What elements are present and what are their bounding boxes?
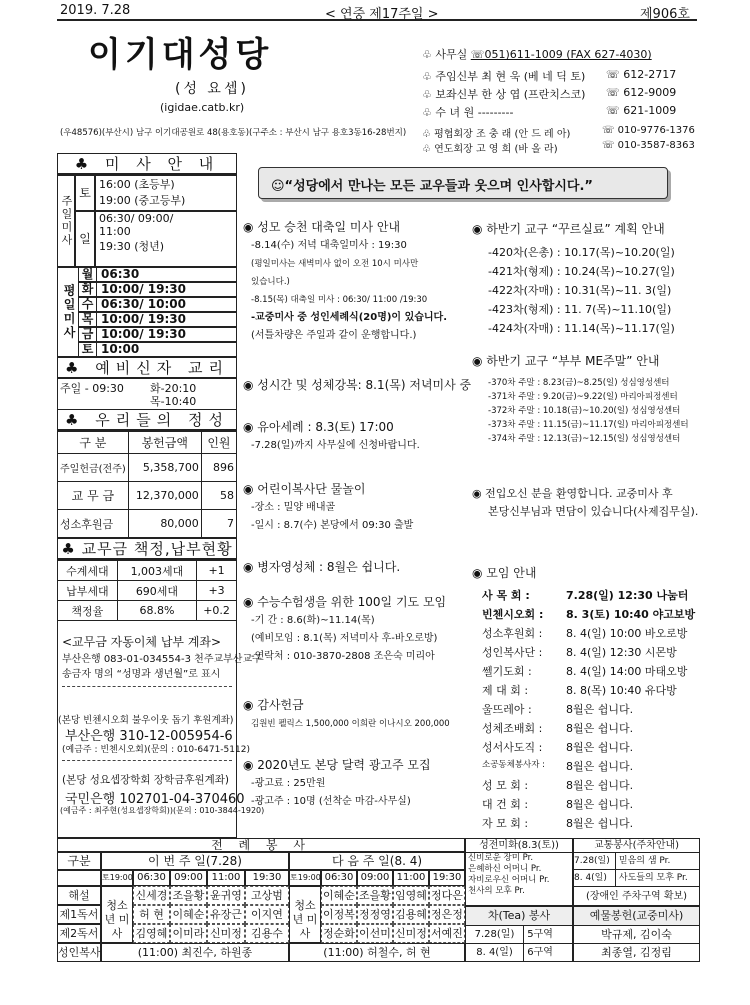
vincent-title: (본당 빈첸시오회 불우이웃 돕기 후원계좌) — [58, 715, 234, 726]
weekday-day: 화 — [79, 283, 97, 296]
meeting-name: 쎌기도회 : — [482, 665, 532, 678]
me-item: -373차 주말 : 11.15(금)~11.17(일) 마리아피정센터 — [488, 420, 689, 430]
announcement — [243, 417, 468, 455]
announcement-line: (평일미사는 새벽미사 없이 오전 10시 미사만 — [251, 259, 419, 269]
tea-title: 차(Tea) 봉사 — [466, 907, 572, 926]
tea-box — [465, 906, 573, 962]
service-title: 전 례 봉 사 — [57, 838, 465, 852]
service-cell: 정정영 — [357, 905, 393, 924]
scholarship-account: 국민은행 102701-04-370460 — [65, 792, 245, 807]
patron: (성 요셉) — [175, 81, 249, 97]
service-cell: 정다은 — [429, 886, 465, 905]
announcement-title: ◉ 병자영성체 : 8월은 쉽니다. — [243, 560, 401, 574]
meeting-name: 성인복사단 : — [482, 646, 543, 659]
tea-date: 7.28(일) — [466, 926, 524, 943]
service-row-label: 해설 — [57, 886, 101, 905]
announcement-title: ◉ 감사헌금 — [243, 698, 304, 712]
offering-table — [57, 431, 237, 538]
vincent-note: (예금주 : 빈첸시오회)(문의 : 010-6471-5112) — [62, 745, 250, 755]
dues-delta: +0.2 — [197, 601, 237, 621]
meeting-schedule: 8월은 쉽니다. — [566, 741, 634, 754]
announcement-line: -광고주 : 10명 (선착순 마감-사무실) — [251, 796, 411, 807]
announcement-title: ◉ 2020년도 본당 달력 광고주 모집 — [243, 758, 431, 772]
service-time: 06:30 — [321, 870, 357, 886]
meeting-schedule: 8. 4(일) 12:30 시몬방 — [566, 646, 677, 659]
announcement-title: ◉ 성시간 및 성체강복: 8.1(목) 저녁미사 중 — [243, 378, 472, 392]
offering-header-amount: 봉헌금액 — [128, 432, 201, 454]
offering-service-title: 예물봉헌(교중미사) — [574, 907, 699, 926]
meeting-name: 울뜨레아 : — [482, 703, 532, 716]
offering-header-count: 인원 — [201, 432, 236, 454]
announcement-title: ◉ 성모 승천 대축일 미사 안내 — [243, 220, 401, 234]
announcement — [243, 217, 468, 345]
announcement-line: -광고료 : 25만원 — [251, 778, 326, 789]
service-cell: 조을황 — [357, 886, 393, 905]
contact-assistant-phone: ☏ 612-9009 — [606, 86, 677, 99]
announcement-title: ◉ 수능수험생을 위한 100일 기도 모임 — [243, 595, 447, 609]
youth-mass-label-this: 청소년 미사 — [101, 886, 133, 943]
service-cell: 신미정 — [207, 924, 245, 943]
contact-funeral-phone: ☏ 010-3587-8363 — [602, 140, 695, 151]
service-cell: 김용혜 — [393, 905, 429, 924]
announcement — [243, 479, 468, 535]
autopay-note: 송금자 명의 “성명과 생년월”로 표시 — [62, 669, 221, 680]
offering-header-type: 구 분 — [58, 432, 129, 454]
welcome-line-1: ◉ 전입오신 분을 환영합니다. 교중미사 후 — [472, 487, 673, 500]
announcement-line: (서틀차량은 주일과 같이 운행합니다.) — [251, 330, 417, 341]
adult-server-next: (11:00) 허철수, 허 현 — [289, 943, 465, 962]
welcome-line-2: 본당신부님과 면담이 있습니다(사제집무실). — [488, 505, 699, 518]
catechumen-title: ♣ 예비신자 교리 — [57, 357, 237, 379]
announcement-line: -8.15(목) 대축일 미사 : 06:30/ 11:00 /19:30 — [251, 295, 428, 305]
divider — [62, 760, 232, 761]
cursillo-item: -421차(형제) : 10.24(목)~10.27(일) — [488, 265, 675, 278]
autopay-account: 부산은행 083-01-034554-3 천주교부산교구 — [62, 654, 262, 665]
adult-server-this: (11:00) 최진수, 하원종 — [101, 943, 289, 962]
service-cell: 이선미 — [357, 924, 393, 943]
scholarship-title: (본당 성요셉장학회 장학금후원계좌) — [62, 774, 230, 786]
contact-pastor-phone: ☏ 612-2717 — [606, 68, 677, 81]
offering-row-count: 896 — [201, 454, 236, 482]
offering-row-amount: 5,358,700 — [128, 454, 201, 482]
traffic-group: 믿음의 샘 Pr. — [618, 856, 671, 866]
contact-council-phone: ☏ 010-9776-1376 — [602, 125, 695, 136]
announcement-title: ◉ 유아세례 : 8.3(토) 17:00 — [243, 420, 394, 434]
service-time: 06:30 — [133, 870, 170, 886]
offering-row-label: 성소후원금 — [58, 510, 129, 538]
service-time: 토19:00 — [289, 870, 321, 886]
announcement-line: -장소 : 밀양 배내골 — [251, 502, 336, 513]
announcement — [243, 695, 468, 733]
announcement-line: 있습니다.) — [251, 277, 290, 287]
dues-title: ♣ 교무금 책정,납부현황 — [57, 538, 237, 560]
sat-label: 토 — [75, 175, 95, 211]
weekday-day: 토 — [79, 343, 97, 356]
service-cell: 이미라 — [170, 924, 207, 943]
meeting-schedule: 8월은 쉽니다. — [566, 722, 634, 735]
weekday-row — [79, 297, 237, 312]
dues-value: 68.8% — [117, 601, 196, 621]
dues-label: 책정율 — [58, 601, 118, 621]
cleaning-item: 은혜하신 어머니 Pr. — [468, 864, 542, 874]
dues-delta: +3 — [197, 581, 237, 601]
announcement — [243, 375, 472, 395]
offering-service-box — [573, 906, 700, 962]
sun-times — [95, 211, 237, 267]
service-cell: 서예진 — [429, 924, 465, 943]
offering-service-row: 최종열, 김정림 — [601, 946, 672, 959]
traffic-note: (장애인 주차구역 확보) — [585, 891, 688, 902]
tea-zone: 5구역 — [527, 929, 553, 940]
weekday-day: 월 — [79, 268, 97, 281]
offering-title: ♣ 우리들의 정성 — [57, 409, 237, 431]
catechumen-tue: 화-20:10 — [150, 382, 197, 395]
address: (우48576)(부산시) 남구 이기대공원로 48(용호동)(구주소 : 부산시 남구 용호3동16-28번지) — [60, 128, 407, 138]
service-cell: 김영혜 — [133, 924, 170, 943]
meeting-schedule: 8. 3(토) 10:40 야고보방 — [566, 608, 696, 621]
service-cell: 이지연 — [245, 905, 289, 924]
meeting-schedule: 8. 4(일) 10:00 바오로방 — [566, 627, 688, 640]
service-block — [57, 838, 700, 962]
meeting-name: 성서사도직 : — [482, 741, 543, 754]
service-cell: 조을황 — [170, 886, 207, 905]
mass-title: ♣ 미 사 안 내 — [57, 153, 237, 175]
meeting-schedule: 8. 4(일) 14:00 마태오방 — [566, 665, 688, 678]
traffic-row — [574, 853, 699, 870]
meeting-name: 성체조배회 : — [482, 722, 543, 735]
website: (igidae.catb.kr) — [160, 101, 245, 114]
contact-council: ♧ 평협회장 조 충 래 (안 드 레 아) — [422, 129, 571, 140]
scholarship-note: (예금주 : 최주현(성요셉장학회))(문의 : 010-3844-1920) — [60, 806, 265, 815]
sat-times — [95, 175, 237, 211]
meeting-schedule: 8월은 쉽니다. — [566, 779, 634, 792]
service-row-label: 제1독서 — [57, 905, 101, 924]
meetings-title: ◉ 모임 안내 — [472, 566, 537, 580]
weekday-time: 06:30 — [101, 267, 140, 281]
service-cell: 이혜순 — [170, 905, 207, 924]
contact-pastor: ♧ 주임신부 최 현 욱 (베 네 딕 토) — [422, 70, 586, 83]
weekday-row — [79, 282, 237, 297]
service-time: 19:30 — [429, 870, 465, 886]
announcement-line: -8.14(수) 저녁 대축일미사 : 19:30 — [251, 240, 407, 251]
catechumen-thu: 목-10:40 — [150, 395, 197, 408]
cursillo-item: -420차(은총) : 10.17(목)~10.20(일) — [488, 246, 675, 259]
service-cell: 김용수 — [245, 924, 289, 943]
dues-label: 납부세대 — [58, 581, 118, 601]
sat-time-2: 19:00 (중고등부) — [99, 194, 186, 207]
greeting-banner — [258, 167, 668, 199]
meeting-name: 사 목 회 : — [482, 589, 530, 602]
service-cell: 이혜순 — [321, 886, 357, 905]
service-cell: 정순화 — [321, 924, 357, 943]
announcement-line: -연락처 : 010-3870-2808 조은숙 미리아 — [251, 651, 435, 662]
tea-row — [466, 926, 572, 944]
weekday-time: 06:30/ 10:00 — [101, 297, 186, 311]
service-time: 19:30 — [245, 870, 289, 886]
traffic-row — [574, 870, 699, 887]
dues-delta: +1 — [197, 561, 237, 581]
meeting-schedule: 8. 8(목) 10:40 유다방 — [566, 684, 677, 697]
parish-title: 이기대성당 — [88, 35, 273, 75]
cursillo-list — [488, 243, 675, 338]
weekday-time: 10:00/ 19:30 — [101, 282, 186, 296]
traffic-date: 7.28(일) — [574, 853, 616, 869]
sunday-mass-label: 주일미사 — [57, 175, 75, 267]
announcement-title: ◉ 어린이복사단 물놀이 — [243, 482, 366, 496]
cleaning-item: 신비로운 장미 Pr. — [468, 853, 534, 863]
weekday-time: 10:00 — [101, 342, 140, 356]
offering-row-amount: 80,000 — [128, 510, 201, 538]
traffic-title: 교통봉사(주차안내) — [574, 839, 699, 853]
issue-date: 2019. 7.28 — [60, 3, 131, 18]
meeting-name: 자 모 회 : — [482, 817, 529, 830]
weekday-time: 10:00/ 19:30 — [101, 327, 186, 341]
youth-mass-label-next: 청소년 미사 — [289, 886, 321, 943]
me-item: -372차 주말 : 10.18(금)~10.20(일) 성심영성센터 — [488, 406, 681, 416]
meeting-schedule: 8월은 쉽니다. — [566, 798, 634, 811]
service-cell: 고상범 — [245, 886, 289, 905]
me-item: -374차 주말 : 12.13(금)~12.15(일) 성심영성센터 — [488, 434, 681, 444]
contact-office: ♧ 사무실 ☏051)611-1009 (FAX 627-4030) — [422, 48, 652, 61]
announcement — [243, 557, 468, 577]
autopay-title: <교무금 자동이체 납부 계좌> — [62, 635, 222, 649]
announcement-line: -교중미사 중 성인세례식(20명)이 있습니다. — [251, 312, 448, 323]
service-this-week: 이 번 주 일(7.28) — [101, 852, 289, 870]
dues-value: 1,003세대 — [117, 561, 196, 581]
announcement-line: -일시 : 8.7(수) 본당에서 09:30 출발 — [251, 520, 414, 531]
announcement-line: -기 간 : 8.6(화)~11.14(목) — [251, 615, 375, 626]
vincent-account: 부산은행 310-12-005954-6 — [65, 729, 233, 744]
offering-row-count: 58 — [201, 482, 236, 510]
service-cell: 이정복 — [321, 905, 357, 924]
service-cell: 허 현 — [133, 905, 170, 924]
cursillo-title: ◉ 하반기 교구 “꾸르실료” 계획 안내 — [472, 222, 665, 236]
header-rule — [57, 19, 697, 21]
contact-funeral: ♧ 연도회장 고 영 희 (바 올 라) — [422, 144, 558, 155]
liturgical-week: < 연중 제17주일 > — [325, 7, 439, 22]
service-cell: 유장근 — [207, 905, 245, 924]
weekday-time: 10:00/ 19:30 — [101, 312, 186, 326]
me-item: -371차 주말 : 9.20(금)~9.22(일) 마리아피정센터 — [488, 392, 678, 402]
dues-label: 수계세대 — [58, 561, 118, 581]
me-item: -370차 주말 : 8.23(금)~8.25(일) 성심영성센터 — [488, 378, 670, 388]
service-cell: 임영혜 — [393, 886, 429, 905]
meeting-name: 소공동체봉사자 : — [482, 760, 546, 770]
contact-convent-phone: ☏ 621-1009 — [606, 104, 677, 117]
service-time: 11:00 — [207, 870, 245, 886]
announcement-line: 김원빈 펠릭스 1,500,000 이희란 이나시오 200,000 — [251, 719, 450, 729]
meeting-schedule: 8월은 쉽니다. — [566, 703, 634, 716]
weekday-day: 금 — [79, 328, 97, 341]
me-title: ◉ 하반기 교구 “부부 ME주말” 안내 — [472, 354, 660, 368]
sun-label: 일 — [75, 211, 95, 267]
offering-row-amount: 12,370,000 — [128, 482, 201, 510]
meeting-name: 성 모 회 : — [482, 779, 529, 792]
cleaning-item: 천사의 모후 Pr. — [468, 886, 525, 896]
meeting-name: 성소후원회 : — [482, 627, 543, 640]
sun-time-2: 11:00 — [99, 225, 131, 238]
contact-convent: ♧ 수 녀 원 --------- — [422, 106, 514, 119]
cursillo-item: -424차(자매) : 11.14(목)~11.17(일) — [488, 322, 675, 335]
meeting-schedule: 7.28(일) 12:30 나눔터 — [566, 589, 689, 602]
issue-number: 제906호 — [640, 7, 690, 22]
service-cell: 신미정 — [393, 924, 429, 943]
sun-time-1: 06:30/ 09:00/ — [99, 212, 174, 225]
dues-value: 690세대 — [117, 581, 196, 601]
announcement-line: -7.28(일)까지 사무실에 신청바랍니다. — [251, 440, 420, 451]
offering-service-row: 박규제, 김이숙 — [574, 926, 699, 944]
meeting-schedule: 8월은 쉽니다. — [566, 817, 634, 830]
tea-row — [466, 944, 572, 962]
cursillo-item: -423차(형제) : 11. 7(목)~11.10(일) — [488, 303, 672, 316]
cursillo-item: -422차(자매) : 10.31(목)~11. 3(일) — [488, 284, 672, 297]
weekday-mass-label: 평일미사 — [57, 267, 79, 357]
meeting-schedule: 8월은 쉽니다. — [566, 760, 634, 773]
service-row-label: 성인복사 — [57, 943, 101, 962]
sat-time-1: 16:00 (초등부) — [99, 178, 175, 191]
weekday-day: 목 — [79, 313, 97, 326]
announcement — [243, 592, 468, 666]
weekday-row — [79, 312, 237, 327]
tea-zone: 6구역 — [527, 947, 553, 958]
offering-row-label: 주일헌금(전주) — [58, 454, 129, 482]
service-next-week: 다 음 주 일(8. 4) — [289, 852, 465, 870]
cleaning-title: 성전미화(8.3(토)) — [466, 839, 572, 853]
cleaning-list — [466, 853, 572, 897]
traffic-date: 8. 4(일) — [574, 870, 616, 886]
tea-date: 8. 4(일) — [466, 944, 524, 961]
service-cell: 신세경 — [133, 886, 170, 905]
service-time: 11:00 — [393, 870, 429, 886]
weekday-row — [79, 267, 237, 282]
meeting-name: 대 건 회 : — [482, 798, 529, 811]
service-row-label: 제2독서 — [57, 924, 101, 943]
sun-time-3: 19:30 (청년) — [99, 240, 165, 253]
service-cell: 정은정 — [429, 905, 465, 924]
cleaning-box — [465, 838, 573, 906]
offering-row-count: 7 — [201, 510, 236, 538]
weekday-row — [79, 342, 237, 357]
divider — [62, 686, 232, 687]
service-blank — [57, 870, 101, 886]
service-time: 토19:00 — [101, 870, 133, 886]
service-cell: 윤귀영 — [207, 886, 245, 905]
service-time: 09:00 — [357, 870, 393, 886]
weekday-row — [79, 327, 237, 342]
service-time: 09:00 — [170, 870, 207, 886]
offering-row-label: 교 무 금 — [58, 482, 129, 510]
traffic-box — [573, 838, 700, 906]
contact-assistant: ♧ 보좌신부 한 상 엽 (프란치스코) — [422, 88, 586, 101]
service-division: 구분 — [57, 852, 101, 870]
weekday-day: 수 — [79, 298, 97, 311]
me-list — [488, 376, 689, 446]
announcement-line: (예비모임 : 8.1(목) 저녁미사 후-바오로방) — [251, 633, 438, 644]
greeting-text: ☺“성당에서 만나는 모든 교우들과 웃으며 인사합시다.” — [271, 179, 593, 194]
dues-table — [57, 560, 237, 621]
cleaning-item: 자비로우신 어머니 Pr. — [468, 875, 550, 885]
traffic-group: 사도들의 모후 Pr. — [618, 873, 688, 883]
catechumen-sunday: 주일 - 09:30 — [60, 382, 124, 395]
announcement — [243, 755, 468, 811]
meeting-name: 빈첸시오회 : — [482, 608, 544, 621]
meeting-name: 제 대 회 : — [482, 684, 529, 697]
